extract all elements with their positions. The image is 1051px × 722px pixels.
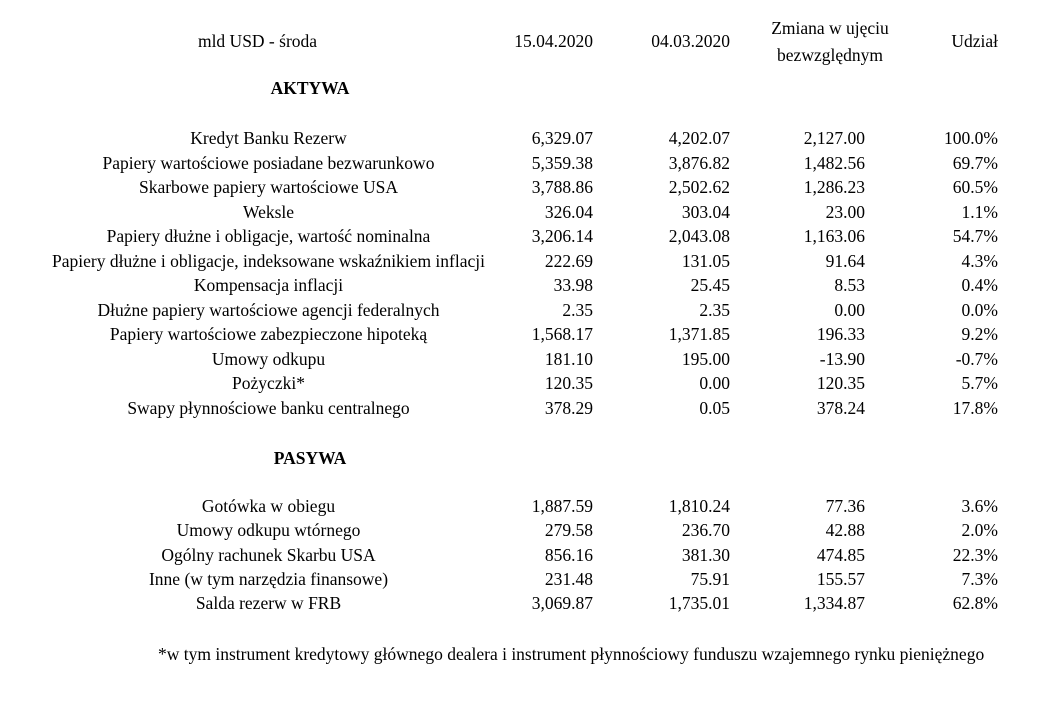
- value-share: 7.3%: [961, 568, 998, 589]
- section-title-assets: AKTYWA: [270, 78, 350, 98]
- value-change: 1,286.23: [803, 177, 865, 197]
- table-row: [0, 175, 1051, 200]
- table-row: [0, 200, 1051, 225]
- value-current: 3,069.87: [531, 593, 593, 614]
- value-current: 2.35: [562, 299, 593, 320]
- value-previous: 0.00: [699, 373, 730, 393]
- row-label: Swapy płynnościowe banku centralnego: [127, 397, 410, 418]
- value-previous: 75.91: [690, 568, 730, 589]
- value-change: -13.90: [819, 348, 865, 369]
- value-share: 100.0%: [944, 128, 998, 148]
- value-current: 6,329.07: [531, 128, 593, 148]
- row-label: Ogólny rachunek Skarbu USA: [161, 544, 376, 565]
- header-change-line1: Zmiana w ujęciu: [771, 18, 889, 38]
- value-current: 3,788.86: [531, 177, 593, 197]
- row-label: Gotówka w obiegu: [201, 496, 336, 516]
- row-label: Umowy odkupu: [211, 348, 326, 369]
- value-share: 0.0%: [961, 299, 998, 320]
- value-share: 69.7%: [952, 152, 998, 173]
- value-current: 1,568.17: [531, 324, 593, 344]
- value-change: 120.35: [816, 373, 865, 393]
- table-row: [0, 371, 1051, 396]
- value-current: 120.35: [544, 373, 593, 393]
- table-row: [0, 273, 1051, 298]
- table-row: [0, 494, 1051, 518]
- value-change: 1,482.56: [803, 152, 865, 173]
- value-current: 378.29: [544, 397, 593, 418]
- value-change: 196.33: [816, 324, 865, 344]
- table-row: [0, 249, 1051, 274]
- value-previous: 0.05: [699, 397, 730, 418]
- table-row: [0, 322, 1051, 347]
- value-current: 181.10: [544, 348, 593, 369]
- row-label: Weksle: [242, 201, 295, 222]
- value-share: 0.4%: [961, 275, 998, 295]
- value-current: 33.98: [553, 275, 593, 295]
- value-share: 5.7%: [961, 373, 998, 393]
- row-label: Papiery dłużne i obligacje, indeksowane wskaźnikiem inflacji: [52, 250, 485, 271]
- table-row: [0, 543, 1051, 567]
- value-current: 3,206.14: [531, 226, 593, 246]
- header-share: Udział: [951, 31, 998, 51]
- value-previous: 1,371.85: [668, 324, 730, 344]
- value-current: 856.16: [544, 544, 593, 565]
- value-change: 0.00: [834, 299, 865, 320]
- row-label: Inne (w tym narzędzia finansowe): [148, 568, 389, 589]
- row-label: Kompensacja inflacji: [193, 275, 344, 295]
- value-current: 231.48: [544, 568, 593, 589]
- table-row: [0, 298, 1051, 323]
- value-previous: 1,735.01: [668, 593, 730, 614]
- value-share: 54.7%: [952, 226, 998, 246]
- value-change: 474.85: [816, 544, 865, 565]
- table-row: [0, 126, 1051, 151]
- value-current: 279.58: [544, 520, 593, 541]
- value-previous: 131.05: [681, 250, 730, 271]
- table-row: [0, 151, 1051, 176]
- value-share: 62.8%: [952, 593, 998, 614]
- value-share: 2.0%: [961, 520, 998, 541]
- value-previous: 2.35: [699, 299, 730, 320]
- row-label: Dłużne papiery wartościowe agencji federalnych: [97, 299, 440, 320]
- value-previous: 2,502.62: [668, 177, 730, 197]
- table-row: [0, 396, 1051, 421]
- row-label: Papiery wartościowe posiadane bezwarunkowo: [102, 152, 435, 173]
- header-date-previous: 04.03.2020: [651, 31, 730, 51]
- value-change: 77.36: [825, 496, 865, 516]
- row-label: Papiery dłużne i obligacje, wartość nominalna: [106, 226, 431, 246]
- value-previous: 2,043.08: [668, 226, 730, 246]
- value-previous: 303.04: [681, 201, 730, 222]
- value-share: 1.1%: [961, 201, 998, 222]
- value-current: 1,887.59: [531, 496, 593, 516]
- value-current: 5,359.38: [531, 152, 593, 173]
- value-previous: 236.70: [681, 520, 730, 541]
- value-previous: 25.45: [690, 275, 730, 295]
- value-previous: 1,810.24: [668, 496, 730, 516]
- row-label: Papiery wartościowe zabezpieczone hipoteką: [109, 324, 428, 344]
- table-row: [0, 518, 1051, 542]
- value-previous: 195.00: [681, 348, 730, 369]
- value-change: 23.00: [825, 201, 865, 222]
- table-row: [0, 567, 1051, 591]
- value-share: 60.5%: [952, 177, 998, 197]
- table-row: [0, 591, 1051, 615]
- value-previous: 4,202.07: [668, 128, 730, 148]
- value-change: 42.88: [825, 520, 865, 541]
- section-title-liabilities: PASYWA: [273, 448, 347, 468]
- value-change: 2,127.00: [803, 128, 865, 148]
- row-label: Pożyczki*: [232, 373, 305, 393]
- value-share: 22.3%: [952, 544, 998, 565]
- row-label: Salda rezerw w FRB: [195, 593, 342, 614]
- value-previous: 381.30: [681, 544, 730, 565]
- row-label: Kredyt Banku Rezerw: [190, 128, 347, 148]
- footnote: *w tym instrument kredytowy głównego dealera i instrument płynnościowy funduszu wzajemnego rynku pieniężnego: [158, 644, 985, 664]
- header-date-current: 15.04.2020: [514, 31, 593, 51]
- value-share: 9.2%: [961, 324, 998, 344]
- value-current: 222.69: [544, 250, 593, 271]
- liabilities-table: [0, 494, 1051, 615]
- header-absolute-change: [755, 15, 905, 69]
- value-previous: 3,876.82: [668, 152, 730, 173]
- header-unit-label: mld USD - środa: [197, 31, 318, 51]
- assets-table: [0, 126, 1051, 420]
- value-change: 8.53: [834, 275, 865, 295]
- header-change-line2: bezwzględnym: [777, 45, 883, 65]
- row-label: Skarbowe papiery wartościowe USA: [138, 177, 399, 197]
- value-change: 91.64: [825, 250, 865, 271]
- table-row: [0, 224, 1051, 249]
- value-change: 1,163.06: [803, 226, 865, 246]
- value-share: -0.7%: [955, 348, 998, 369]
- row-label: Umowy odkupu wtórnego: [176, 520, 361, 541]
- value-change: 1,334.87: [803, 593, 865, 614]
- value-share: 17.8%: [952, 397, 998, 418]
- value-current: 326.04: [544, 201, 593, 222]
- table-row: [0, 347, 1051, 372]
- value-change: 378.24: [816, 397, 865, 418]
- value-share: 4.3%: [961, 250, 998, 271]
- value-change: 155.57: [816, 568, 865, 589]
- value-share: 3.6%: [961, 496, 998, 516]
